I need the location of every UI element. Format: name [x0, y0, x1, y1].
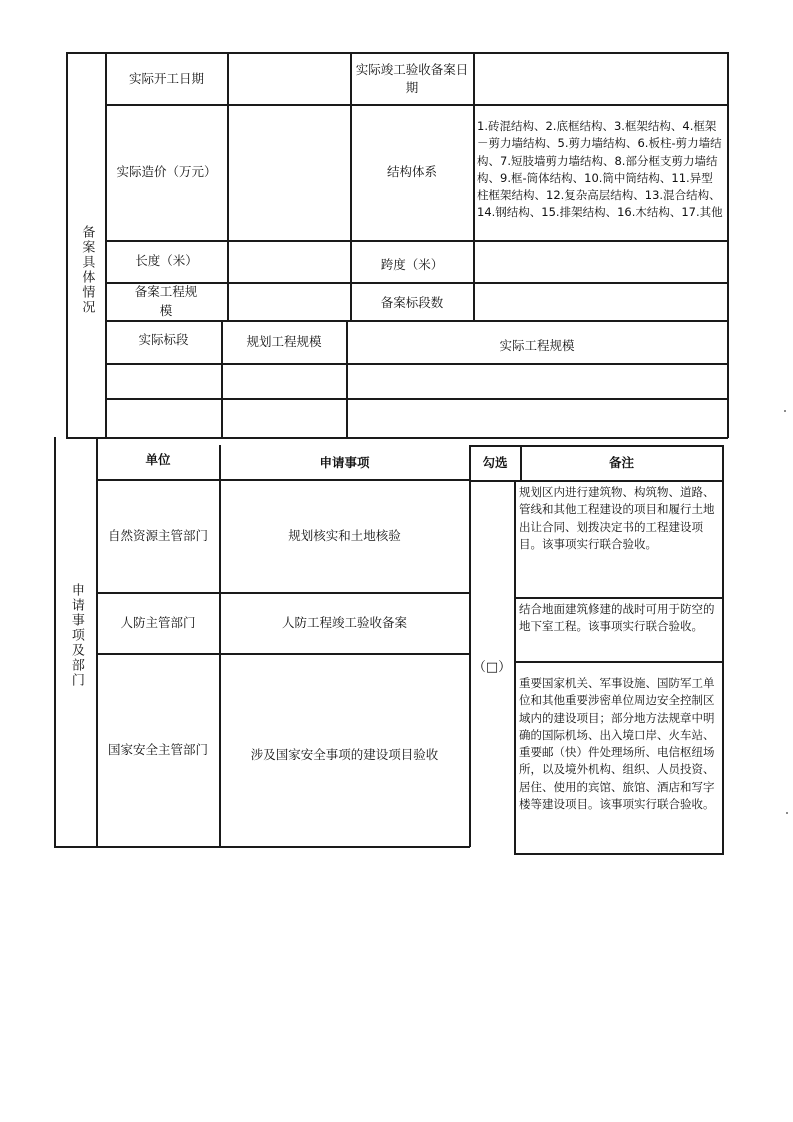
remark-national-security: 重要国家机关、军事设施、国防军工单位和其他重要涉密单位周边安全控制区域内的建设项目；部分地方法规章中明确的国际机场、出入境口岸、火车站、重要邮（快）件处理场所、电信枢纽场所，以及境外机构、组织、人员投资、居住、使用的宾馆、旅馆、酒店和写字楼等建设项目。该事项实行联合验收。	[519, 676, 715, 811]
filing-section-count-field[interactable]	[475, 284, 726, 319]
item-national-security-acceptance: 涉及国家安全事项的建设项目验收	[250, 746, 439, 762]
filing-scale-label: 备案工程规模	[134, 284, 198, 318]
table-border	[727, 52, 729, 438]
actual-scale-label: 实际工程规模	[499, 337, 575, 353]
actual-cost-field[interactable]	[229, 106, 349, 239]
unit-national-security: 国家安全主管部门	[107, 741, 208, 757]
span-field[interactable]	[475, 242, 726, 281]
planned-scale-field-1[interactable]	[223, 365, 345, 397]
table-border	[514, 597, 723, 599]
structure-system-options: 1.砖混结构、2.底框结构、3.框架结构、4.框架－剪力墙结构、5.剪力墙结构、6.板柱-剪力墙结构、7.短肢墙剪力墙结构、8.部分框支剪力墙结构、9.框-筒体结构、10.筒中筒结构、11.异型柱框架结构、12.复杂高层结构、13.混合结构、14.钢结构、15.排架结构、16.木结构、17.其他	[477, 119, 723, 220]
span-label: 跨度（米）	[380, 257, 444, 273]
table-border	[514, 661, 723, 663]
table-border	[469, 445, 471, 847]
table-border	[722, 445, 724, 855]
filing-section-count-label: 备案标段数	[380, 294, 444, 310]
structure-system-label: 结构体系	[386, 164, 437, 180]
filing-scale-field[interactable]	[229, 284, 349, 319]
table-border	[66, 437, 728, 439]
remark-civil-air-defense: 结合地面建筑修建的战时可用于防空的地下室工程。该事项实行联合验收。	[519, 602, 715, 634]
actual-section-field-2[interactable]	[107, 400, 220, 436]
actual-section-field-1[interactable]	[107, 365, 220, 397]
select-checkbox[interactable]: （□）	[472, 659, 512, 675]
actual-section-label: 实际标段	[138, 331, 189, 347]
length-label: 长度（米）	[135, 253, 198, 269]
actual-completion-filing-date-label: 实际竣工验收备案日期	[355, 61, 469, 95]
item-civil-air-defense-filing: 人防工程竣工验收备案	[281, 614, 407, 630]
table-border	[469, 480, 723, 482]
actual-completion-filing-date-field[interactable]	[475, 54, 726, 104]
application-side-label: 申请事项及部门	[68, 582, 84, 688]
actual-scale-field-1[interactable]	[348, 365, 726, 397]
unit-civil-air-defense: 人防主管部门	[120, 614, 196, 630]
actual-cost-label: 实际造价（万元）	[116, 164, 217, 180]
actual-scale-field-2[interactable]	[348, 400, 726, 436]
select-header: 勾选	[482, 455, 508, 471]
table-border	[514, 480, 516, 854]
unit-natural-resources: 自然资源主管部门	[107, 527, 208, 543]
planned-scale-label: 规划工程规模	[246, 333, 322, 349]
length-field[interactable]	[229, 242, 349, 281]
application-item-header: 申请事项	[319, 454, 370, 470]
table-border	[514, 853, 723, 855]
item-planning-land-verification: 规划核实和土地核验	[288, 527, 401, 543]
filing-details-side-label: 备案具体情况	[79, 225, 95, 315]
remark-header: 备注	[608, 455, 634, 471]
remark-natural-resources: 规划区内进行建筑物、构筑物、道路、管线和其他工程建设的项目和履行土地出让合同、划拨决定书的工程建设项目。该事项实行联合验收。	[519, 485, 715, 551]
actual-start-date-label: 实际开工日期	[128, 70, 204, 86]
scan-speck	[786, 812, 788, 814]
unit-header: 单位	[145, 451, 171, 467]
planned-scale-field-2[interactable]	[223, 400, 345, 436]
actual-start-date-field[interactable]	[229, 54, 349, 104]
scan-speck	[784, 410, 786, 412]
